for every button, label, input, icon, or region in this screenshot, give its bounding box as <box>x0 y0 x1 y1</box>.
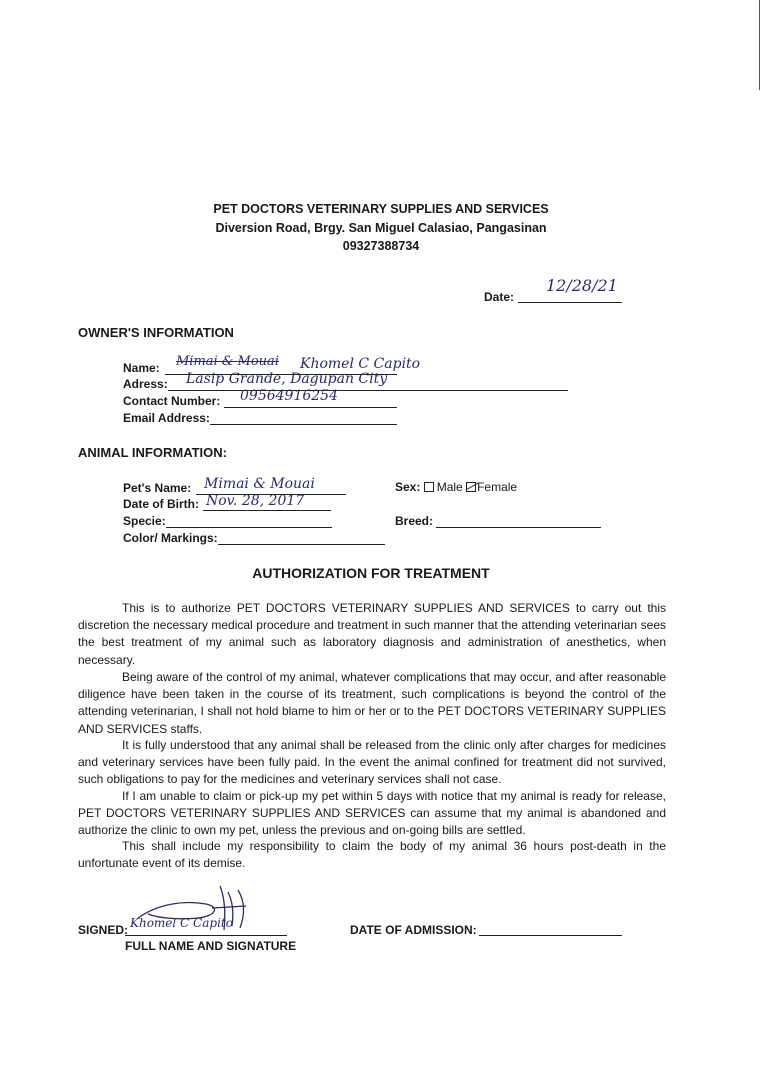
company-phone: 09327388734 <box>342 239 420 253</box>
male-checkbox[interactable] <box>424 482 434 492</box>
color-markings-line[interactable] <box>218 530 385 545</box>
owner-name-value: Khomel C Capito <box>300 356 421 372</box>
signature-scribble <box>128 882 278 940</box>
authorization-paragraph-5: This shall include my responsibility to claim the body of my animal 36 hours post-death in the unfortunate event of its demise. <box>78 839 666 871</box>
authorization-paragraph-3: It is fully understood that any animal shall be released from the clinic only after charges for medicines and veterinary services have been fully paid. In the event the animal confined for treatment did not survived, such obligations to pay for the medicines and veterinary services shall not case. <box>78 738 666 787</box>
owner-name-struck: Mimai & Mouai <box>176 354 279 369</box>
owner-address-label: Adress: <box>123 377 168 391</box>
animal-section-heading: ANIMAL INFORMATION: <box>78 445 227 460</box>
female-option-label: Female <box>477 480 518 494</box>
admission-date-line[interactable] <box>479 921 622 936</box>
owner-address-value: Lasip Grande, Dagupan City <box>186 371 388 387</box>
owner-section-heading: OWNER'S INFORMATION <box>78 325 234 340</box>
authorization-paragraph-2: Being aware of the control of my animal, whatever complications that may occur, and after reasonable diligence have been taken in the course of its treatment, such complications is beyond the control of the attending veterinarian, I shall not hold blame to him or her or to the PET DOCTORS VETERINARY SUPPLIES AND SERVICES staffs. <box>78 670 666 736</box>
company-name: PET DOCTORS VETERINARY SUPPLIES AND SERVICES <box>213 202 549 216</box>
specie-label: Specie: <box>123 514 166 528</box>
authorization-title: AUTHORIZATION FOR TREATMENT <box>252 565 490 581</box>
authorization-paragraph-1: This is to authorize PET DOCTORS VETERINARY SUPPLIES AND SERVICES to carry out this discretion the necessary medical procedure and treatment in such manner that the attending veterinarian sees the best treatment of my animal such as laboratory diagnosis and administration of anesthetics, when necessary. <box>78 601 666 667</box>
dob-value: Nov. 28, 2017 <box>206 493 305 509</box>
owner-email-line[interactable] <box>210 410 397 425</box>
color-markings-label: Color/ Markings: <box>123 531 218 545</box>
breed-line[interactable] <box>436 513 601 528</box>
owner-contact-label: Contact Number: <box>123 394 221 408</box>
sex-field <box>395 480 517 494</box>
female-checkbox[interactable] <box>466 482 476 492</box>
date-value: 12/28/21 <box>546 276 618 295</box>
signed-name: Khomel C Capito <box>130 916 233 930</box>
male-option-label: Male <box>436 480 463 494</box>
company-address: Diversion Road, Brgy. San Miguel Calasiao, Pangasinan <box>215 221 547 235</box>
pet-name-value: Mimai & Mouai <box>204 476 315 492</box>
breed-label: Breed: <box>395 514 434 528</box>
owner-contact-value: 09564916254 <box>240 388 338 404</box>
signature-caption: FULL NAME AND SIGNATURE <box>125 939 297 953</box>
date-label: Date: <box>484 290 515 304</box>
admission-date-label: DATE OF ADMISSION: <box>350 923 477 937</box>
pet-name-label: Pet's Name: <box>123 481 192 495</box>
signed-label: SIGNED: <box>78 923 129 937</box>
owner-name-label: Name: <box>123 361 160 375</box>
sex-label: Sex: <box>395 480 421 494</box>
owner-email-label: Email Address: <box>123 411 210 425</box>
specie-line[interactable] <box>166 513 332 528</box>
dob-label: Date of Birth: <box>123 497 199 511</box>
scan-edge-line <box>759 0 760 90</box>
authorization-paragraph-4: If I am unable to claim or pick-up my pet within 5 days with notice that my animal is ready for release, PET DOCTORS VETERINARY SUPPLIES AND SERVICES can assume that my animal is abandoned and authorize the clinic to own my pet, unless the previous and on-going bills are settled. <box>78 789 666 838</box>
